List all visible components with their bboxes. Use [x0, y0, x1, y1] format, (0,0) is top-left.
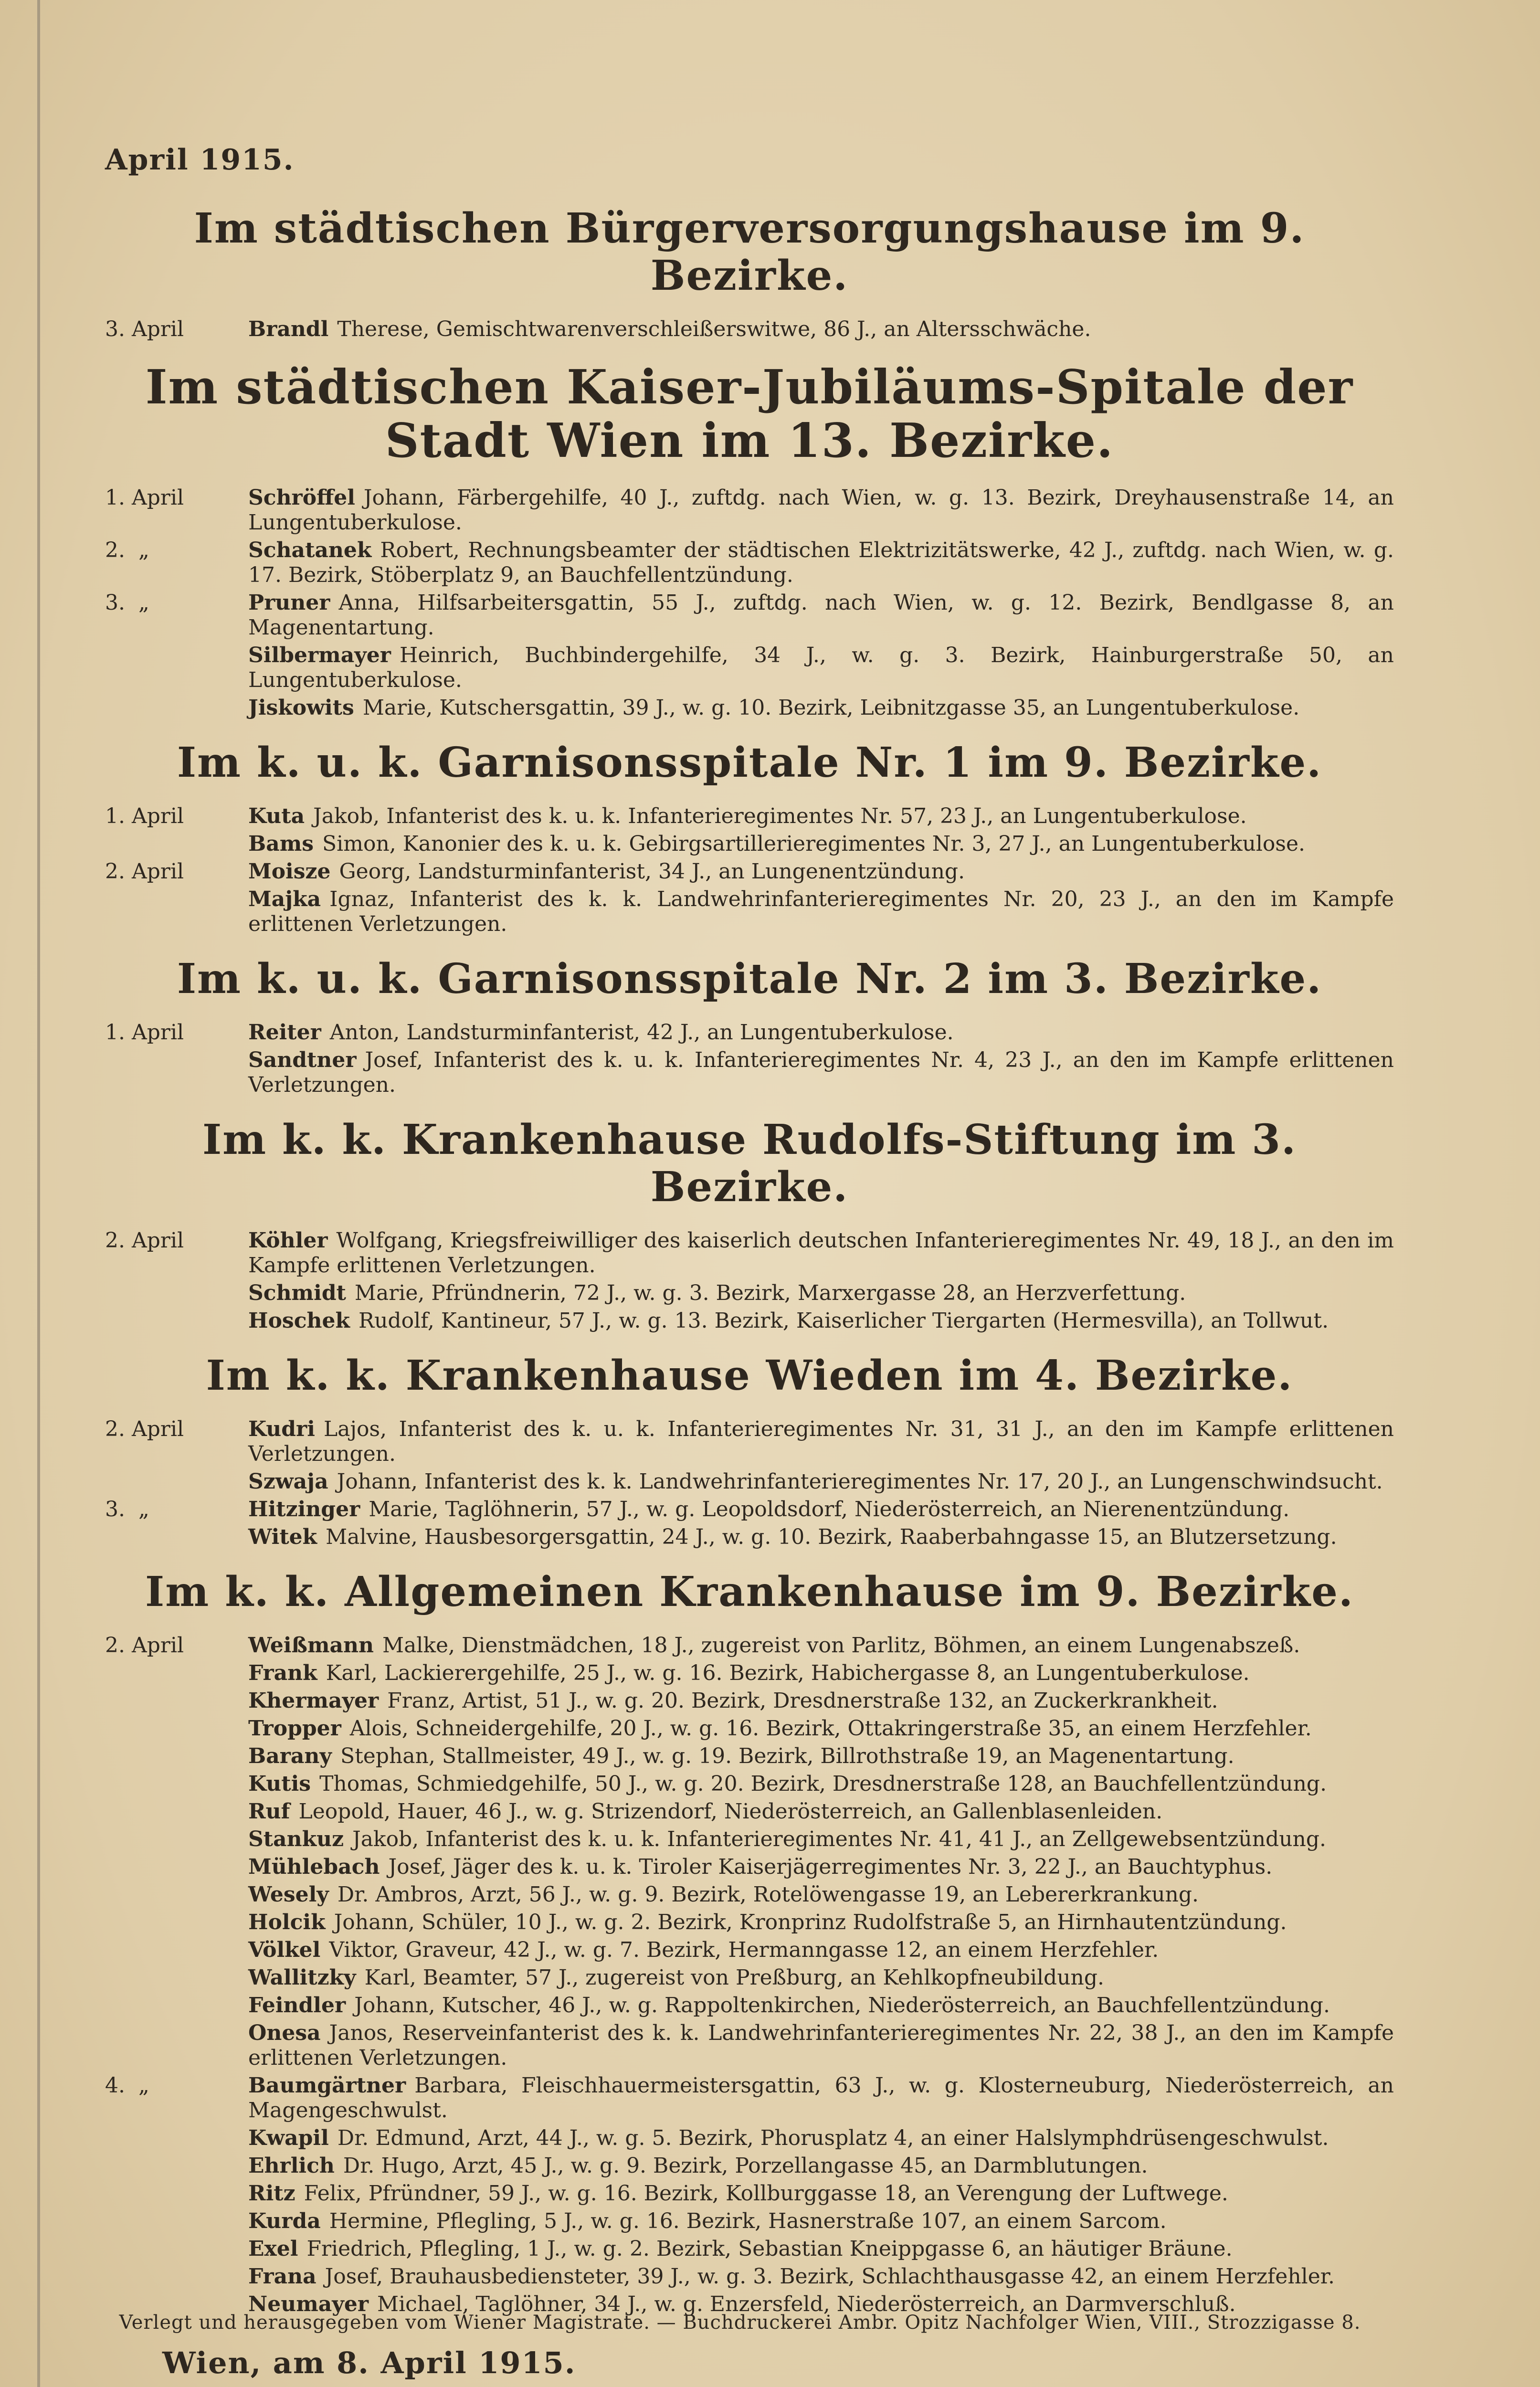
entry-details: Ignaz, Infanterist des k. k. Landwehrinfanterieregimentes Nr. 20, 23 J., an den im Kampfe erlittenen Verletzungen.	[248, 887, 1394, 937]
register-entry	[105, 1910, 1394, 1935]
entry-body	[248, 804, 1394, 829]
entry-surname: Völkel	[248, 1937, 321, 1962]
entry-body	[248, 1827, 1394, 1852]
entry-surname: Barany	[248, 1743, 332, 1768]
entry-details: Alois, Schneidergehilfe, 20 J., w. g. 16. Bezirk, Ottakringerstraße 35, an einem Herzfehler.	[349, 1716, 1312, 1741]
entry-details: Wolfgang, Kriegsfreiwilliger des kaiserlich deutschen Infanterieregimentes Nr. 49, 18 J., an den im Kampfe erlittenen Verletzungen.	[248, 1228, 1394, 1278]
register-entry	[105, 2237, 1394, 2261]
entry-surname: Szwaja	[248, 1469, 328, 1494]
entry-date	[105, 2237, 248, 2261]
entry-details: Rudolf, Kantineur, 57 J., w. g. 13. Bezirk, Kaiserlicher Tiergarten (Hermesvilla), an Tollwut.	[358, 1308, 1329, 1333]
entry-surname: Moisze	[248, 859, 331, 884]
entry-surname: Exel	[248, 2236, 298, 2261]
entry-surname: Köhler	[248, 1228, 328, 1253]
entry-details: Karl, Beamter, 57 J., zugereist von Preßburg, an Kehlkopfneubildung.	[364, 1965, 1105, 1990]
entry-details: Franz, Artist, 51 J., w. g. 20. Bezirk, Dresdnerstraße 132, an Zuckerkrankheit.	[387, 1688, 1218, 1713]
entry-surname: Kuta	[248, 804, 305, 829]
entry-body	[248, 696, 1394, 720]
entry-date	[105, 1661, 248, 1686]
death-register-section	[105, 1352, 1394, 1550]
register-entry	[105, 887, 1394, 937]
death-register-section	[105, 956, 1394, 1098]
entry-surname: Bams	[248, 832, 314, 856]
entry-details: Stephan, Stallmeister, 49 J., w. g. 19. Bezirk, Billrothstraße 19, an Magenentartung.	[340, 1743, 1234, 1768]
entry-surname: Kwapil	[248, 2125, 329, 2150]
entry-date	[105, 1281, 248, 1306]
entry-surname: Ruf	[248, 1799, 290, 1824]
entry-details: Dr. Hugo, Arzt, 45 J., w. g. 9. Bezirk, Porzellangasse 45, an Darmblutungen.	[343, 2153, 1148, 2178]
entry-surname: Hitzinger	[248, 1497, 360, 1521]
register-entry	[105, 1827, 1394, 1852]
entry-date	[105, 1048, 248, 1098]
entry-date	[105, 2264, 248, 2289]
entry-surname: Khermayer	[248, 1688, 379, 1713]
entry-surname: Kurda	[248, 2208, 321, 2233]
register-entry	[105, 1882, 1394, 1907]
entry-surname: Baumgärtner	[248, 2073, 406, 2098]
entry-date	[105, 1772, 248, 1796]
entry-date	[105, 1855, 248, 1880]
entry-details: Heinrich, Buchbindergehilfe, 34 J., w. g. 3. Bezirk, Hainburgerstraße 50, an Lungentuberkulose.	[248, 643, 1394, 693]
document-content	[105, 143, 1394, 2380]
entry-date	[105, 1744, 248, 1769]
entry-body	[248, 1993, 1394, 2018]
entry-body	[248, 1633, 1394, 1658]
register-entry	[105, 2209, 1394, 2234]
entry-surname: Feindler	[248, 1993, 346, 2017]
entry-surname: Kutis	[248, 1771, 311, 1796]
page-header-date: April 1915.	[105, 143, 295, 177]
section-heading: Im k. u. k. Garnisonsspitale Nr. 1 im 9. Bezirke.	[177, 739, 1322, 787]
entry-date: 2. „	[105, 538, 149, 563]
register-entry	[105, 1965, 1394, 1990]
entry-body	[248, 2237, 1394, 2261]
entry-details: Dr. Ambros, Arzt, 56 J., w. g. 9. Bezirk, Rotelöwengasse 19, an Lebererkrankung.	[337, 1882, 1199, 1907]
entry-details: Anna, Hilfsarbeitersgattin, 55 J., zuftdg. nach Wien, w. g. 12. Bezirk, Bendlgasse 8, an Magenentartung.	[248, 591, 1394, 640]
entry-date: 2. April	[105, 1416, 184, 1441]
entry-surname: Schröffel	[248, 486, 355, 510]
binding-margin-line	[37, 0, 40, 2387]
entry-details: Simon, Kanonier des k. u. k. Gebirgsartillerieregimentes Nr. 3, 27 J., an Lungentuberkulose.	[322, 832, 1305, 856]
register-entry	[105, 1772, 1394, 1796]
section-heading: Im k. k. Krankenhause Wieden im 4. Bezirke.	[206, 1351, 1293, 1400]
entry-date	[105, 2181, 248, 2206]
register-entry	[105, 1281, 1394, 1306]
section-heading: Im k. k. Allgemeinen Krankenhause im 9. Bezirke.	[145, 1567, 1354, 1616]
entry-body	[248, 1689, 1394, 1713]
entry-surname: Tropper	[248, 1716, 341, 1741]
entry-surname: Frank	[248, 1660, 317, 1685]
entry-date: 1. April	[105, 486, 184, 510]
section-heading: Im städtischen Bürgerversorgungshause im 9. Bezirke.	[194, 204, 1305, 300]
register-entry	[105, 486, 1394, 535]
register-entry	[105, 2181, 1394, 2206]
entry-surname: Weißmann	[248, 1633, 374, 1658]
entry-surname: Schatanek	[248, 538, 372, 563]
register-entry	[105, 1661, 1394, 1686]
entry-surname: Stankuz	[248, 1827, 344, 1851]
register-entry	[105, 696, 1394, 720]
entry-body	[248, 538, 1394, 588]
register-entry	[105, 1855, 1394, 1880]
imprint-line: Verlegt und herausgegeben vom Wiener Magistrate. — Buchdruckerei Ambr. Opitz Nachfolger Wien, VIII., Strozzigasse 8.	[119, 2312, 1361, 2334]
entry-details: Marie, Pfründnerin, 72 J., w. g. 3. Bezirk, Marxergasse 28, an Herzverfettung.	[354, 1280, 1186, 1305]
section-heading: Im k. k. Krankenhause Rudolfs-Stiftung im 3. Bezirke.	[202, 1115, 1297, 1211]
entry-body	[248, 832, 1394, 856]
entry-date	[105, 1965, 248, 1990]
entry-date	[105, 696, 248, 720]
entry-details: Anton, Landsturminfanterist, 42 J., an Lungentuberkulose.	[329, 1020, 954, 1045]
entry-date	[105, 1910, 248, 1935]
entry-surname: Wesely	[248, 1882, 329, 1907]
entry-body	[248, 1417, 1394, 1467]
entry-details: Malke, Dienstmädchen, 18 J., zugereist von Parlitz, Böhmen, an einem Lungenabszeß.	[382, 1633, 1300, 1658]
entry-date: 1. April	[105, 804, 184, 829]
death-register-section	[105, 361, 1394, 720]
entry-date: 3. „	[105, 1497, 149, 1521]
entry-body	[248, 1309, 1394, 1333]
entry-details: Lajos, Infanterist des k. u. k. Infanterieregimentes Nr. 31, 31 J., an den im Kampfe erlittenen Verletzungen.	[248, 1416, 1394, 1466]
entry-details: Johann, Schüler, 10 J., w. g. 2. Bezirk, Kronprinz Rudolfstraße 5, an Hirnhautentzündung.	[334, 1910, 1287, 1934]
entry-date	[105, 2209, 248, 2234]
entry-details: Karl, Lackierergehilfe, 25 J., w. g. 16. Bezirk, Habichergasse 8, an Lungentuberkulose.	[326, 1660, 1250, 1685]
register-entry	[105, 2154, 1394, 2178]
entry-date	[105, 1827, 248, 1852]
death-register-section	[105, 205, 1394, 342]
entry-date: 3. April	[105, 317, 184, 341]
entry-body	[248, 1228, 1394, 1278]
entry-body	[248, 1910, 1394, 1935]
entry-details: Felix, Pfründner, 59 J., w. g. 16. Bezirk, Kollburggasse 18, an Verengung der Luftwege.	[304, 2181, 1228, 2206]
entry-surname: Frana	[248, 2264, 316, 2289]
entry-date	[105, 1309, 248, 1333]
entry-details: Marie, Kutschersgattin, 39 J., w. g. 10. Bezirk, Leibnitzgasse 35, an Lungentuberkulose.	[362, 696, 1300, 720]
entry-date	[105, 2154, 248, 2178]
register-entry	[105, 1048, 1394, 1098]
register-entry	[105, 1744, 1394, 1769]
entry-body	[248, 2073, 1394, 2123]
entry-surname: Neumayer	[248, 2292, 369, 2316]
entry-body	[248, 1020, 1394, 1045]
entry-date	[105, 2126, 248, 2151]
entry-details: Dr. Edmund, Arzt, 44 J., w. g. 5. Bezirk, Phorusplatz 4, an einer Halslymphdrüsengeschwulst.	[337, 2125, 1329, 2150]
entry-body	[248, 1661, 1394, 1686]
entry-details: Barbara, Fleischhauermeistersgattin, 63 J., w. g. Klosterneuburg, Niederösterreich, an Magengeschwulst.	[248, 2073, 1394, 2123]
register-entry	[105, 1525, 1394, 1550]
entry-date: 2. April	[105, 859, 184, 884]
entry-surname: Wallitzky	[248, 1965, 356, 1990]
entry-body	[248, 887, 1394, 937]
entry-surname: Ehrlich	[248, 2153, 335, 2178]
entry-body	[248, 1744, 1394, 1769]
entry-surname: Majka	[248, 887, 321, 912]
entry-body	[248, 1048, 1394, 1098]
section-heading: Im k. u. k. Garnisonsspitale Nr. 2 im 3. Bezirke.	[177, 955, 1322, 1003]
section-heading: Im städtischen Kaiser-Jubiläums-Spitale der Stadt Wien im 13. Bezirke.	[145, 359, 1354, 469]
register-entry	[105, 317, 1394, 342]
entry-body	[248, 643, 1394, 693]
entry-body	[248, 2264, 1394, 2289]
entry-details: Leopold, Hauer, 46 J., w. g. Strizendorf, Niederösterreich, an Gallenblasenleiden.	[298, 1799, 1163, 1824]
entry-surname: Silbermayer	[248, 643, 391, 668]
register-entry	[105, 2021, 1394, 2070]
entry-details: Hermine, Pflegling, 5 J., w. g. 16. Bezirk, Hasnerstraße 107, an einem Sarcom.	[329, 2208, 1167, 2233]
entry-date	[105, 1993, 248, 2018]
entry-body	[248, 1716, 1394, 1741]
entry-surname: Onesa	[248, 2020, 321, 2045]
entry-date	[105, 1525, 248, 1550]
register-entry	[105, 1469, 1394, 1494]
entry-body	[248, 317, 1394, 342]
register-entry	[105, 2073, 1394, 2123]
entry-surname: Sandtner	[248, 1047, 357, 1072]
entry-date: 4. „	[105, 2073, 149, 2098]
entry-surname: Pruner	[248, 591, 330, 615]
register-entry	[105, 859, 1394, 884]
entry-date: 3. „	[105, 591, 149, 615]
register-entry	[105, 1993, 1394, 2018]
register-entry	[105, 832, 1394, 856]
entry-body	[248, 1882, 1394, 1907]
entry-surname: Kudri	[248, 1416, 315, 1441]
entry-date	[105, 1689, 248, 1713]
entry-details: Jakob, Infanterist des k. u. k. Infanterieregimentes Nr. 41, 41 J., an Zellgewebsentzündung.	[352, 1827, 1327, 1851]
entry-body	[248, 1469, 1394, 1494]
register-entry	[105, 1938, 1394, 1963]
entry-details: Michael, Taglöhner, 34 J., w. g. Enzersfeld, Niederösterreich, an Darmverschluß.	[377, 2292, 1236, 2316]
entry-date	[105, 1938, 248, 1963]
entry-date	[105, 2021, 248, 2070]
register-entry	[105, 538, 1394, 588]
register-entry	[105, 1799, 1394, 1824]
entry-body	[248, 2126, 1394, 2151]
footer-place-date: Wien, am 8. April 1915.	[162, 2345, 576, 2380]
entry-surname: Brandl	[248, 317, 329, 341]
entry-date: 2. April	[105, 1228, 184, 1253]
register-entry	[105, 1497, 1394, 1522]
entry-body	[248, 2021, 1394, 2070]
register-entry	[105, 804, 1394, 829]
entry-details: Josef, Jäger des k. u. k. Tiroler Kaiserjägerregimentes Nr. 3, 22 J., an Bauchtyphus.	[388, 1854, 1273, 1879]
entry-date: 2. April	[105, 1633, 184, 1658]
entry-date	[105, 1799, 248, 1824]
entry-details: Thomas, Schmiedgehilfe, 50 J., w. g. 20. Bezirk, Dresdnerstraße 128, an Bauchfellentzündung.	[319, 1771, 1327, 1796]
entry-details: Jakob, Infanterist des k. u. k. Infanterieregimentes Nr. 57, 23 J., an Lungentuberkulose.	[313, 804, 1247, 829]
entry-details: Marie, Taglöhnerin, 57 J., w. g. Leopoldsdorf, Niederösterreich, an Nierenentzündung.	[369, 1497, 1290, 1521]
death-register-section	[105, 1569, 1394, 2317]
register-entry	[105, 1689, 1394, 1713]
entry-body	[248, 486, 1394, 535]
register-entry	[105, 1228, 1394, 1278]
entry-date	[105, 643, 248, 693]
entry-surname: Ritz	[248, 2181, 295, 2206]
entry-body	[248, 2154, 1394, 2178]
entry-details: Friedrich, Pflegling, 1 J., w. g. 2. Bezirk, Sebastian Kneippgasse 6, an häutiger Bräune.	[306, 2236, 1233, 2261]
entry-date: 1. April	[105, 1020, 184, 1045]
entry-body	[248, 1525, 1394, 1550]
entry-surname: Reiter	[248, 1020, 321, 1045]
entry-date	[105, 1716, 248, 1741]
entry-body	[248, 2209, 1394, 2234]
death-register-section	[105, 739, 1394, 937]
entry-body	[248, 1772, 1394, 1796]
entry-details: Viktor, Graveur, 42 J., w. g. 7. Bezirk, Hermanngasse 12, an einem Herzfehler.	[329, 1937, 1159, 1962]
entry-surname: Schmidt	[248, 1280, 346, 1305]
register-entry	[105, 591, 1394, 640]
register-entry	[105, 2126, 1394, 2151]
entry-body	[248, 859, 1394, 884]
sections-container	[105, 205, 1394, 2317]
register-entry	[105, 1716, 1394, 1741]
entry-surname: Holcik	[248, 1910, 326, 1934]
entry-details: Josef, Infanterist des k. u. k. Infanterieregimentes Nr. 4, 23 J., an den im Kampfe erlittenen Verletzungen.	[248, 1047, 1394, 1097]
entry-body	[248, 1497, 1394, 1522]
entry-details: Therese, Gemischtwarenverschleißerswitwe, 86 J., an Altersschwäche.	[337, 317, 1091, 341]
entry-details: Josef, Brauhausbediensteter, 39 J., w. g. 3. Bezirk, Schlachthausgasse 42, an einem Herzfehler.	[325, 2264, 1335, 2289]
entry-body	[248, 1965, 1394, 1990]
register-entry	[105, 1309, 1394, 1333]
entry-details: Johann, Infanterist des k. k. Landwehrinfanterieregimentes Nr. 17, 20 J., an Lungenschwindsucht.	[337, 1469, 1383, 1494]
entry-details: Robert, Rechnungsbeamter der städtischen Elektrizitätswerke, 42 J., zuftdg. nach Wien, w. g. 17. Bezirk, Stöberplatz 9, an Bauchfellentzündung.	[248, 538, 1394, 588]
entry-body	[248, 1938, 1394, 1963]
entry-details: Malvine, Hausbesorgersgattin, 24 J., w. g. 10. Bezirk, Raaberbahngasse 15, an Blutzersetzung.	[326, 1524, 1337, 1549]
entry-date	[105, 887, 248, 937]
entry-details: Janos, Reserveinfanterist des k. k. Landwehrinfanterieregimentes Nr. 22, 38 J., an den im Kampfe erlittenen Verletzungen.	[248, 2020, 1394, 2070]
entry-body	[248, 591, 1394, 640]
entry-details: Georg, Landsturminfanterist, 34 J., an Lungenentzündung.	[339, 859, 965, 884]
register-entry	[105, 1020, 1394, 1045]
entry-body	[248, 1281, 1394, 1306]
entry-body	[248, 1799, 1394, 1824]
entry-body	[248, 1855, 1394, 1880]
entry-details: Johann, Kutscher, 46 J., w. g. Rappoltenkirchen, Niederösterreich, an Bauchfellentzündung.	[354, 1993, 1330, 2017]
register-entry	[105, 643, 1394, 693]
entry-details: Johann, Färbergehilfe, 40 J., zuftdg. nach Wien, w. g. 13. Bezirk, Dreyhausenstraße 14, an Lungentuberkulose.	[248, 486, 1394, 535]
entry-body	[248, 2181, 1394, 2206]
entry-surname: Hoschek	[248, 1308, 350, 1333]
entry-surname: Jiskowits	[248, 696, 354, 720]
entry-date	[105, 1469, 248, 1494]
register-entry	[105, 2264, 1394, 2289]
register-entry	[105, 1417, 1394, 1467]
entry-surname: Witek	[248, 1524, 317, 1549]
entry-date	[105, 1882, 248, 1907]
death-register-section	[105, 1117, 1394, 1333]
register-entry	[105, 1633, 1394, 1658]
entry-surname: Mühlebach	[248, 1854, 380, 1879]
entry-date	[105, 832, 248, 856]
